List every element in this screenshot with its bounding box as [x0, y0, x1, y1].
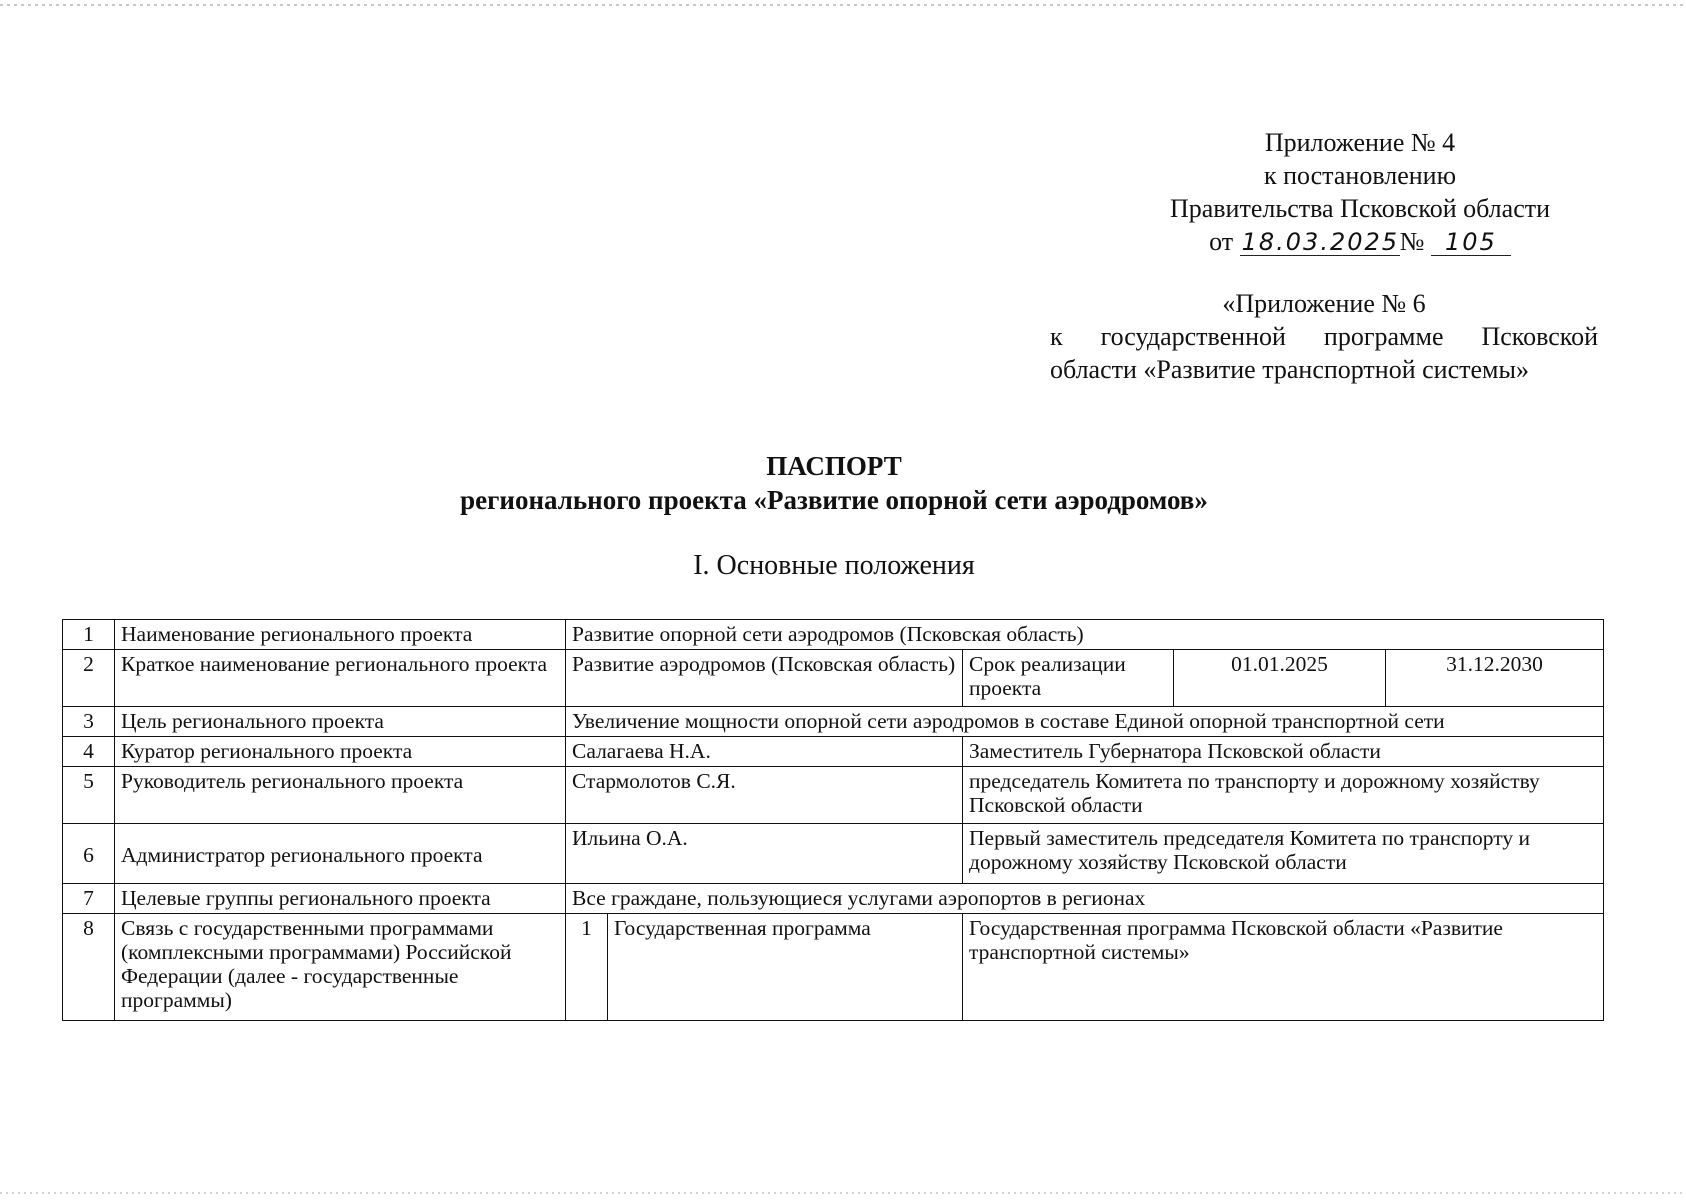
table-row	[63, 707, 1604, 737]
row-label: Связь с государственными программами (комплексными программами) Российской Федерации (далее - государственные программы)	[115, 914, 566, 1021]
row-number: 1	[63, 620, 115, 650]
row-number: 8	[63, 914, 115, 1021]
person-name: Ильина О.А.	[566, 824, 963, 884]
table-row	[63, 914, 1604, 1021]
row-label: Куратор регионального проекта	[115, 737, 566, 767]
table-row	[63, 650, 1604, 707]
row-label: Администратор регионального проекта	[115, 824, 566, 884]
row-label: Краткое наименование регионального проекта	[115, 650, 566, 707]
passport-subheading: регионального проекта «Развитие опорной сети аэродромов»	[460, 485, 1208, 515]
row-number: 3	[63, 707, 115, 737]
appendix-handwritten-number: 105	[1431, 229, 1511, 256]
appendix-from-label: от	[1209, 227, 1234, 256]
passport-table	[62, 619, 1604, 1021]
program-type: Государственная программа	[608, 914, 963, 1021]
table-row	[63, 620, 1604, 650]
term-label: Срок реализации проекта	[963, 650, 1174, 707]
scan-edge-top	[0, 4, 1686, 6]
scan-edge-bottom	[0, 1192, 1686, 1194]
person-position: председатель Комитета по транспорту и дорожному хозяйству Псковской области	[963, 767, 1604, 824]
appendix-to-resolution: к постановлению	[1263, 161, 1457, 190]
program-appendix-line: области «Развитие транспортной системы»	[1050, 355, 1529, 384]
program-appendix-title: «Приложение № 6	[1222, 289, 1426, 318]
table-row	[63, 767, 1604, 824]
document-title	[0, 449, 1668, 517]
term-end: 31.12.2030	[1386, 650, 1604, 707]
row-number: 4	[63, 737, 115, 767]
appendix-handwritten-date: 18.03.2025	[1241, 228, 1400, 256]
appendix-title: Приложение № 4	[1264, 128, 1456, 157]
appendix-date-line	[1060, 225, 1660, 258]
row-value: Увеличение мощности опорной сети аэродромов в составе Единой опорной транспортной сети	[566, 707, 1604, 737]
row-label: Наименование регионального проекта	[115, 620, 566, 650]
appendix-number-sign: №	[1399, 227, 1425, 256]
table-row	[63, 824, 1604, 884]
table-row	[63, 737, 1604, 767]
row-label: Целевые группы регионального проекта	[115, 884, 566, 914]
row-label: Цель регионального проекта	[115, 707, 566, 737]
row-number: 6	[63, 824, 115, 884]
person-position: Первый заместитель председателя Комитета по транспорту и дорожному хозяйству Псковской области	[963, 824, 1604, 884]
person-position: Заместитель Губернатора Псковской области	[963, 737, 1604, 767]
program-appendix-header	[1050, 287, 1598, 386]
program-appendix-line: к государственной программе Псковской	[1050, 322, 1598, 351]
program-number: 1	[566, 914, 608, 1021]
row-number: 5	[63, 767, 115, 824]
passport-heading: ПАСПОРТ	[766, 451, 902, 481]
term-start: 01.01.2025	[1174, 650, 1386, 707]
row-number: 7	[63, 884, 115, 914]
section-heading: I. Основные положения	[693, 550, 975, 581]
row-value: Все граждане, пользующиеся услугами аэропортов в регионах	[566, 884, 1604, 914]
program-name: Государственная программа Псковской области «Развитие транспортной системы»	[963, 914, 1604, 1021]
appendix-government: Правительства Псковской области	[1169, 194, 1551, 223]
row-label: Руководитель регионального проекта	[115, 767, 566, 824]
appendix-header	[1060, 126, 1660, 258]
row-value: Развитие опорной сети аэродромов (Псковская область)	[566, 620, 1604, 650]
row-number: 2	[63, 650, 115, 707]
row-value: Развитие аэродромов (Псковская область)	[566, 650, 963, 707]
table-row	[63, 884, 1604, 914]
person-name: Салагаева Н.А.	[566, 737, 963, 767]
person-name: Стармолотов С.Я.	[566, 767, 963, 824]
